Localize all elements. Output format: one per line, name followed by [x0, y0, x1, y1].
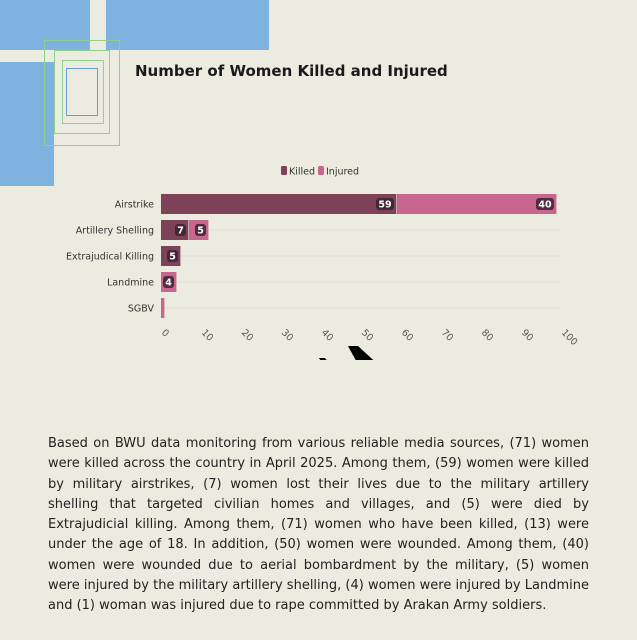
summary-paragraph: Based on BWU data monitoring from various reliable media sources, (71) women were killed across the country in April 2025. Among them, (59) women were killed by military airstrikes, (7) women lost their lives due to the military artillery shelling that targeted civilian homes and villages, and (5) were died by Extrajudicial killing. Among them, (71) women who have been killed, (13) were under the age of 18. In addition, (50) women were wounded. Among them, (40) women were wounded due to aerial bombardment by the military, (5) women were injured by the military artillery shelling, (4) women were injured by Landmine and (1) woman was injured due to rape committed by Arakan Army soldiers. [48, 436, 589, 614]
data-label: 5 [169, 251, 176, 263]
bar-injured-airstrike [397, 194, 556, 214]
legend-label-killed: Killed [289, 166, 316, 178]
category-label: SGBV [127, 303, 154, 315]
category-label: Extrajudical Killing [66, 251, 154, 263]
decor-frame [66, 68, 98, 116]
chart-title: Number of Women Killed and Injured [135, 62, 448, 80]
decor-blue-block [106, 0, 269, 50]
x-axis-ticks [159, 327, 580, 348]
x-tick-label: 60 [398, 327, 416, 344]
x-tick-label: 70 [438, 327, 456, 344]
category-label: Artillery Shelling [75, 225, 154, 237]
bar-injured-sgbv [161, 298, 164, 318]
x-tick-label: 100 [558, 327, 580, 348]
x-tick-label: 80 [478, 327, 496, 344]
data-label: 4 [165, 277, 172, 289]
legend-label-injured: Injured [326, 166, 360, 178]
chart-grid [161, 204, 561, 308]
x-tick-label: 90 [518, 327, 536, 344]
x-tick-label: 0 [158, 327, 171, 340]
category-label: Landmine [107, 277, 154, 289]
data-label: 59 [378, 199, 392, 211]
x-tick-label: 40 [318, 327, 336, 344]
data-label: 40 [538, 199, 552, 211]
airplane-icon [319, 346, 416, 360]
x-tick-label: 50 [358, 327, 376, 344]
bar-killed-airstrike [161, 194, 396, 214]
chart-legend [281, 166, 359, 178]
legend-swatch-killed [281, 166, 287, 175]
legend-swatch-injured [318, 166, 324, 175]
x-tick-label: 30 [278, 327, 296, 344]
data-label: 7 [177, 225, 184, 237]
category-label: Airstrike [114, 199, 154, 211]
category-labels [66, 200, 154, 315]
x-tick-label: 20 [238, 327, 256, 344]
x-tick-label: 10 [198, 327, 216, 344]
bar-chart [0, 150, 637, 360]
data-label: 5 [197, 225, 204, 237]
